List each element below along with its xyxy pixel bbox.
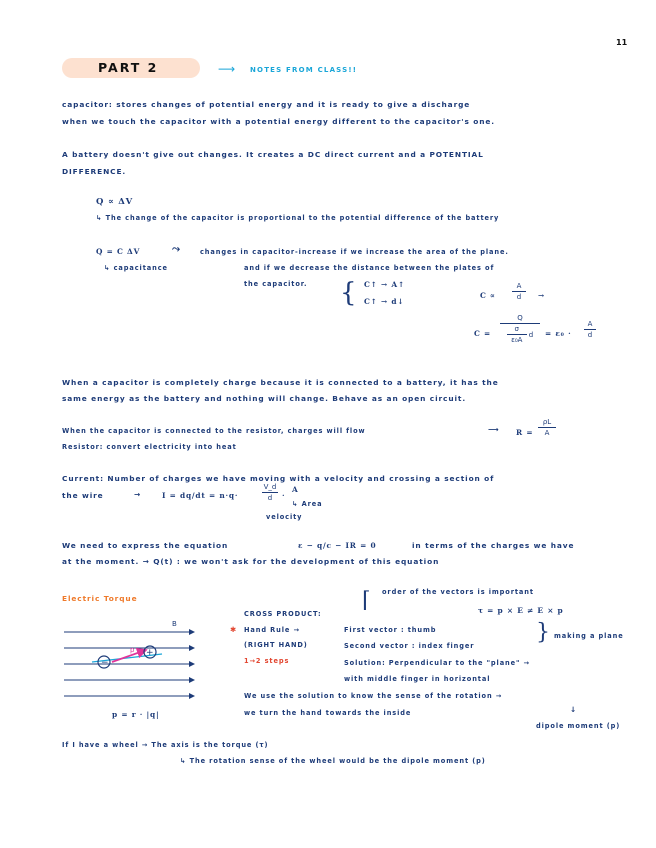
fraction-bar bbox=[507, 334, 527, 335]
current-formula: I = dq/dt = n·q· bbox=[162, 491, 239, 500]
plus-sign: + bbox=[146, 648, 154, 658]
c-denominator bbox=[500, 325, 540, 344]
star-mark: ✱ bbox=[230, 625, 238, 634]
p-vector-label: p bbox=[130, 646, 135, 654]
capacitance-label: ↳ capacitance bbox=[104, 264, 168, 272]
capacitor-line-1: capacitor: stores changes of potential energy and it is ready to give a discharge bbox=[62, 100, 471, 109]
page-title: PART 2 bbox=[98, 60, 159, 75]
current-line-1: Current: Number of charges we have moving with a velocity and crossing a section of bbox=[62, 474, 495, 483]
c-prop-label: C ∝ bbox=[480, 291, 496, 300]
fraction-bar bbox=[262, 492, 278, 493]
c-equals-2: = ε₀ · bbox=[545, 329, 572, 338]
resistor-arrow: ⟶ bbox=[488, 425, 500, 434]
torque-formula: τ = p × E ≠ E × p bbox=[478, 606, 564, 615]
r-fraction bbox=[538, 418, 556, 437]
vd-fraction bbox=[262, 483, 278, 502]
charged-line-2: same energy as the battery and nothing will change. Behave as an open circuit. bbox=[62, 394, 467, 403]
rotation-line-2: we turn the hand towards the inside bbox=[244, 709, 412, 717]
current-line-2: the wire bbox=[62, 491, 104, 500]
area-label: ↳ Area bbox=[292, 500, 323, 508]
battery-line-1: A battery doesn't give out changes. It creates a DC direct current and a POTENTIAL bbox=[62, 150, 484, 159]
resistor-line-1: When the capacitor is connected to the resistor, charges will flow bbox=[62, 427, 366, 435]
vd-numerator: V_d bbox=[263, 483, 277, 491]
area-symbol: A bbox=[292, 485, 299, 494]
r-numerator: ρL bbox=[542, 418, 552, 426]
rotation-line-1: We use the solution to know the sense of the rotation → bbox=[244, 692, 503, 700]
r-equals: R = bbox=[516, 428, 534, 437]
c-prop-arrow: → bbox=[538, 291, 545, 300]
plane-brace: } bbox=[536, 620, 550, 645]
vd-denominator: d bbox=[267, 494, 273, 502]
b-field-label: B bbox=[172, 620, 177, 628]
fraction-bar bbox=[584, 329, 596, 330]
page-number: 11 bbox=[616, 38, 628, 47]
c-prop-denominator: d bbox=[516, 293, 522, 301]
c-numerator: Q bbox=[517, 314, 523, 322]
second-vector: Second vector : index finger bbox=[344, 642, 475, 650]
velocity-label: velocity bbox=[266, 513, 303, 521]
solution-line-1: Solution: Perpendicular to the "plane" → bbox=[344, 659, 530, 667]
current-arrow: → bbox=[134, 490, 142, 499]
c-equals: C = bbox=[474, 329, 492, 338]
torque-heading: Electric Torque bbox=[62, 594, 138, 603]
c-eq2-denominator: d bbox=[587, 331, 593, 339]
charged-line-1: When a capacitor is completely charge because it is connected to a battery, it has the bbox=[62, 378, 499, 387]
kirchhoff-equation: ε − q/c − IR = 0 bbox=[298, 541, 377, 550]
making-plane: making a plane bbox=[554, 632, 624, 640]
dipole-diagram bbox=[62, 612, 202, 704]
express-line-1a: We need to express the equation bbox=[62, 541, 229, 550]
c-eq2-fraction bbox=[584, 320, 596, 339]
dipole-formula: p = r · |q| bbox=[112, 710, 160, 719]
c-prop-numerator: A bbox=[516, 282, 522, 290]
fraction-bar bbox=[512, 291, 526, 292]
solution-line-2: with middle finger in horizontal bbox=[344, 675, 491, 683]
relation-area: C↑ → A↑ bbox=[364, 280, 405, 289]
sigma-fraction bbox=[507, 325, 527, 344]
q-cv-formula: Q = C ΔV bbox=[96, 247, 141, 256]
q-prop-v-formula: Q ∝ ΔV bbox=[96, 197, 134, 207]
c-eq2-numerator: A bbox=[587, 320, 593, 328]
express-line-2: at the moment. → Q(t) : we won't ask for the development of this equation bbox=[62, 557, 440, 566]
capacitance-line-3: the capacitor. bbox=[244, 280, 308, 288]
c-fraction bbox=[500, 314, 540, 344]
steps-label: 1→2 steps bbox=[244, 657, 290, 665]
order-note: order of the vectors is important bbox=[382, 588, 534, 596]
cross-product-label: CROSS PRODUCT: bbox=[244, 610, 322, 618]
right-hand-label: (RIGHT HAND) bbox=[244, 641, 308, 649]
battery-line-2: DIFFERENCE. bbox=[62, 167, 127, 176]
dipole-down-arrow: ↓ bbox=[570, 705, 578, 714]
dipole-moment-label: dipole moment (p) bbox=[536, 722, 621, 730]
header-arrow: ⟶ bbox=[218, 62, 236, 76]
minus-sign: − bbox=[101, 658, 109, 668]
c-prop-fraction bbox=[512, 282, 526, 301]
fraction-bar bbox=[538, 427, 556, 428]
r-denominator: A bbox=[544, 429, 550, 437]
squiggle-arrow: ⤳ bbox=[172, 244, 181, 255]
capacitor-line-2: when we touch the capacitor with a potential energy different to the capacitor's one. bbox=[62, 117, 496, 126]
notes-label: NOTES FROM CLASS!! bbox=[250, 66, 358, 74]
relation-brace: { bbox=[340, 278, 357, 308]
first-vector: First vector : thumb bbox=[344, 626, 437, 634]
order-bracket: ⌈ bbox=[362, 588, 371, 613]
relation-distance: C↑ → d↓ bbox=[364, 297, 405, 306]
hand-rule-label: Hand Rule → bbox=[244, 626, 300, 634]
capacitance-line-1: changes in capacitor-increase if we increase the area of the plane. bbox=[200, 248, 509, 256]
sigma-numerator: σ bbox=[514, 325, 519, 333]
capacitance-line-2: and if we decrease the distance between the plates of bbox=[244, 264, 495, 272]
wheel-line-2: ↳ The rotation sense of the wheel would be the dipole moment (p) bbox=[180, 757, 486, 765]
fraction-bar bbox=[500, 323, 540, 324]
current-dot: · bbox=[282, 491, 286, 500]
resistor-line-2: Resistor: convert electricity into heat bbox=[62, 443, 237, 451]
express-line-1b: in terms of the charges we have bbox=[412, 541, 575, 550]
c-den-d: d bbox=[528, 330, 534, 339]
wheel-line-1: If I have a wheel → The axis is the torque (τ) bbox=[62, 741, 269, 749]
sigma-denominator: ε₀A bbox=[511, 336, 523, 344]
proportional-note: ↳ The change of the capacitor is proportional to the potential difference of the battery bbox=[96, 214, 500, 222]
